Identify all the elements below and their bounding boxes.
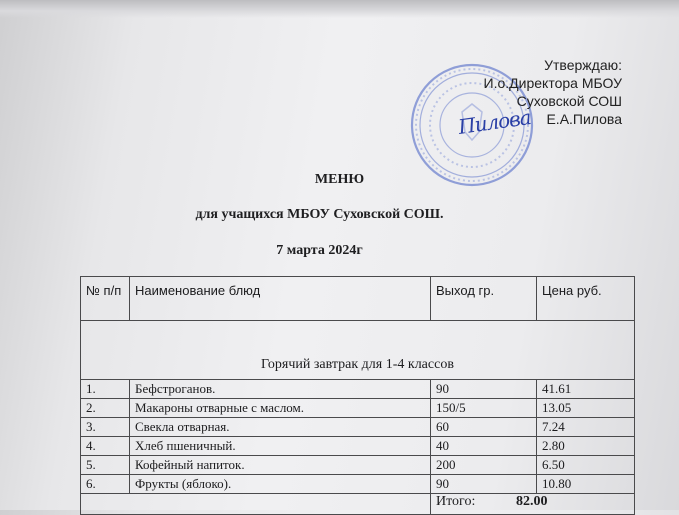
- row-number: 2.: [81, 399, 130, 418]
- table-header-row: [81, 277, 635, 321]
- header-weight: Выход гр.: [431, 277, 537, 321]
- row-weight: 40: [431, 437, 537, 456]
- row-number: 3.: [81, 418, 130, 437]
- row-price: 13.05: [537, 399, 635, 418]
- header-number: № п/п: [81, 277, 130, 321]
- menu-table: [80, 276, 635, 515]
- row-price: 7.24: [537, 418, 635, 437]
- row-weight: 60: [431, 418, 537, 437]
- table-row: [81, 399, 635, 418]
- table-row: [81, 456, 635, 475]
- menu-title: МЕНЮ: [314, 172, 365, 187]
- row-weight: 90: [431, 475, 537, 494]
- row-dish: Кофейный напиток.: [130, 456, 431, 475]
- row-price: 41.61: [537, 380, 635, 399]
- table-row: [81, 418, 635, 437]
- section-title: Горячий завтрак для 1-4 классов: [81, 321, 635, 380]
- menu-date: 7 марта 2024г: [276, 243, 363, 258]
- row-dish: Бефстроганов.: [130, 380, 431, 399]
- row-number: 6.: [81, 475, 130, 494]
- approval-line-approve: Утверждаю:: [544, 57, 622, 73]
- row-dish: Хлеб пшеничный.: [130, 437, 431, 456]
- row-price: 10.80: [537, 475, 635, 494]
- total-spacer: [81, 494, 431, 515]
- row-number: 4.: [81, 437, 130, 456]
- table-row: [81, 475, 635, 494]
- approval-line-name: Е.А.Пилова: [546, 111, 622, 127]
- row-number: 5.: [81, 456, 130, 475]
- approval-line-school: Суховской СОШ: [516, 93, 622, 109]
- row-weight: 150/5: [431, 399, 537, 418]
- total-row: [81, 494, 635, 515]
- row-weight: 200: [431, 456, 537, 475]
- row-number: 1.: [81, 380, 130, 399]
- table-row: [81, 380, 635, 399]
- row-weight: 90: [431, 380, 537, 399]
- table-row: [81, 437, 635, 456]
- row-price: 6.50: [537, 456, 635, 475]
- total-label: Итого:: [436, 494, 476, 509]
- handwritten-signature: Пилова: [456, 105, 532, 139]
- row-price: 2.80: [537, 437, 635, 456]
- total-value: 82.00: [516, 494, 548, 509]
- menu-subtitle: для учащихся МБОУ Суховской СОШ.: [195, 207, 444, 222]
- header-price: Цена руб.: [537, 277, 635, 321]
- approval-line-position: И.о.Директора МБОУ: [483, 75, 622, 91]
- section-row: [81, 321, 635, 380]
- row-dish: Макароны отварные с маслом.: [130, 399, 431, 418]
- total-cell: [431, 494, 635, 515]
- row-dish: Свекла отварная.: [130, 418, 431, 437]
- header-dish-name: Наименование блюд: [130, 277, 431, 321]
- paper-top-edge: [0, 0, 679, 18]
- row-dish: Фрукты (яблоко).: [130, 475, 431, 494]
